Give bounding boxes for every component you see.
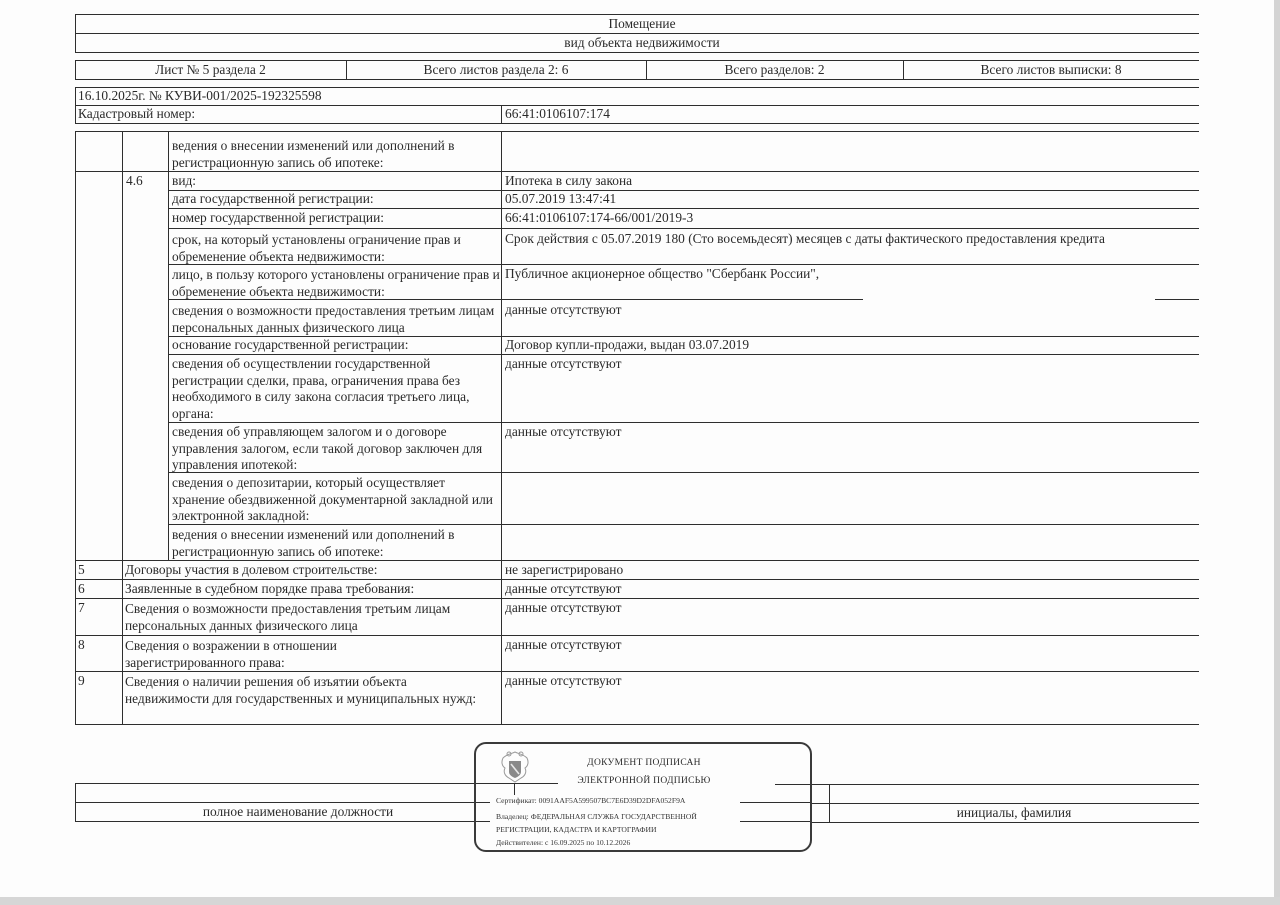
coat-of-arms-emblem-icon xyxy=(497,748,533,786)
section-number: 4.6 xyxy=(126,173,143,188)
section-sheets-total: Всего листов раздела 2: 6 xyxy=(423,62,569,77)
stamp-owner-line2: РЕГИСТРАЦИИ, КАДАСТРА И КАРТОГРАФИИ xyxy=(496,825,657,834)
row-label: Заявленные в судебном порядке права требования: xyxy=(125,581,415,596)
row-label: основание государственной регистрации: xyxy=(172,337,409,352)
row-label: сведения об осуществлении государственной регистрации сделки, права, ограничения права без необходимого в силу закона согласия третьего лица, органа: xyxy=(172,356,470,421)
row-label: ведения о внесении изменений или дополнений в регистрационную запись об ипотеке: xyxy=(172,527,455,559)
row-value: данные отсутствуют xyxy=(505,673,622,688)
prev-row-label: ведения о внесении изменений или дополнений в регистрационную запись об ипотеке: xyxy=(172,138,455,170)
sections-total: Всего разделов: 2 xyxy=(724,62,825,77)
row-number: 9 xyxy=(78,673,85,688)
stamp-title-line1: ДОКУМЕНТ ПОДПИСАН xyxy=(587,758,701,768)
row-value: Срок действия с 05.07.2019 180 (Сто восемьдесят) месяцев с даты фактического предоставления кредита xyxy=(505,231,1105,246)
row-value: 66:41:0106107:174-66/001/2019-3 xyxy=(505,210,694,225)
row-number: 6 xyxy=(78,581,85,596)
row-label: Сведения о наличии решения об изъятии объекта недвижимости для государственных и муниципальных нужд: xyxy=(125,674,477,706)
stamp-certificate: Сертификат: 0091AAF5A599507BC7E6D39D2DFA052F9A xyxy=(496,796,686,805)
row-value: Публичное акционерное общество "Сбербанк России", xyxy=(505,266,820,281)
page-edge xyxy=(0,897,1280,905)
row-number: 7 xyxy=(78,600,85,615)
page-edge xyxy=(1274,0,1280,905)
row-label: Сведения о возражении в отношении зарегистрированного права: xyxy=(125,638,337,670)
row-value: данные отсутствуют xyxy=(505,581,622,596)
extract-sheets-total: Всего листов выписки: 8 xyxy=(980,62,1122,77)
row-value: данные отсутствуют xyxy=(505,302,622,317)
row-label: сведения о возможности предоставления третьим лицам персональных данных физического лица xyxy=(172,303,495,335)
row-value: данные отсутствуют xyxy=(505,637,622,652)
row-label: сведения о депозитарии, который осуществляет хранение обездвиженной документарной закладной или электронной закладной: xyxy=(172,475,493,523)
row-number: 8 xyxy=(78,637,85,652)
electronic-signature-stamp xyxy=(474,742,812,852)
row-label: номер государственной регистрации: xyxy=(172,210,384,225)
stamp-validity: Действителен: с 16.09.2025 по 10.12.2026 xyxy=(496,838,631,847)
row-label: лицо, в пользу которого установлены ограничение прав и обременение объекта недвижимости: xyxy=(172,267,500,299)
row-label: сведения об управляющем залогом и о договоре управления залогом, если такой договор заключен для управления ипотекой: xyxy=(172,424,483,472)
row-value: 05.07.2019 13:47:41 xyxy=(505,191,617,206)
sheet-number: Лист № 5 раздела 2 xyxy=(155,62,266,77)
row-number: 5 xyxy=(78,562,85,577)
row-label: срок, на который установлены ограничение прав и обременение объекта недвижимости: xyxy=(172,232,461,264)
cadastral-number: 66:41:0106107:174 xyxy=(505,106,610,121)
stamp-owner-line1: Владелец: ФЕДЕРАЛЬНАЯ СЛУЖБА ГОСУДАРСТВЕННОЙ xyxy=(496,812,697,821)
row-value: Договор купли-продажи, выдан 03.07.2019 xyxy=(505,337,750,352)
row-value: Ипотека в силу закона xyxy=(505,173,633,188)
cadastral-label: Кадастровый номер: xyxy=(78,106,196,121)
object-title: Помещение xyxy=(608,16,676,31)
row-label: дата государственной регистрации: xyxy=(172,191,374,206)
row-value: данные отсутствуют xyxy=(505,424,622,439)
object-caption: вид объекта недвижимости xyxy=(564,35,720,50)
row-label: Сведения о возможности предоставления третьим лицам персональных данных физического лица xyxy=(125,601,451,633)
row-label: вид: xyxy=(172,173,197,188)
row-value: не зарегистрировано xyxy=(505,562,624,577)
row-value: данные отсутствуют xyxy=(505,600,622,615)
name-caption: инициалы, фамилия xyxy=(956,805,1072,820)
stamp-title-line2: ЭЛЕКТРОННОЙ ПОДПИСЬЮ xyxy=(577,776,711,786)
extract-id: 16.10.2025г. № КУВИ-001/2025-192325598 xyxy=(78,88,322,103)
row-value: данные отсутствуют xyxy=(505,356,622,371)
row-label: Договоры участия в долевом строительстве: xyxy=(125,562,378,577)
position-caption: полное наименование должности xyxy=(202,804,394,819)
